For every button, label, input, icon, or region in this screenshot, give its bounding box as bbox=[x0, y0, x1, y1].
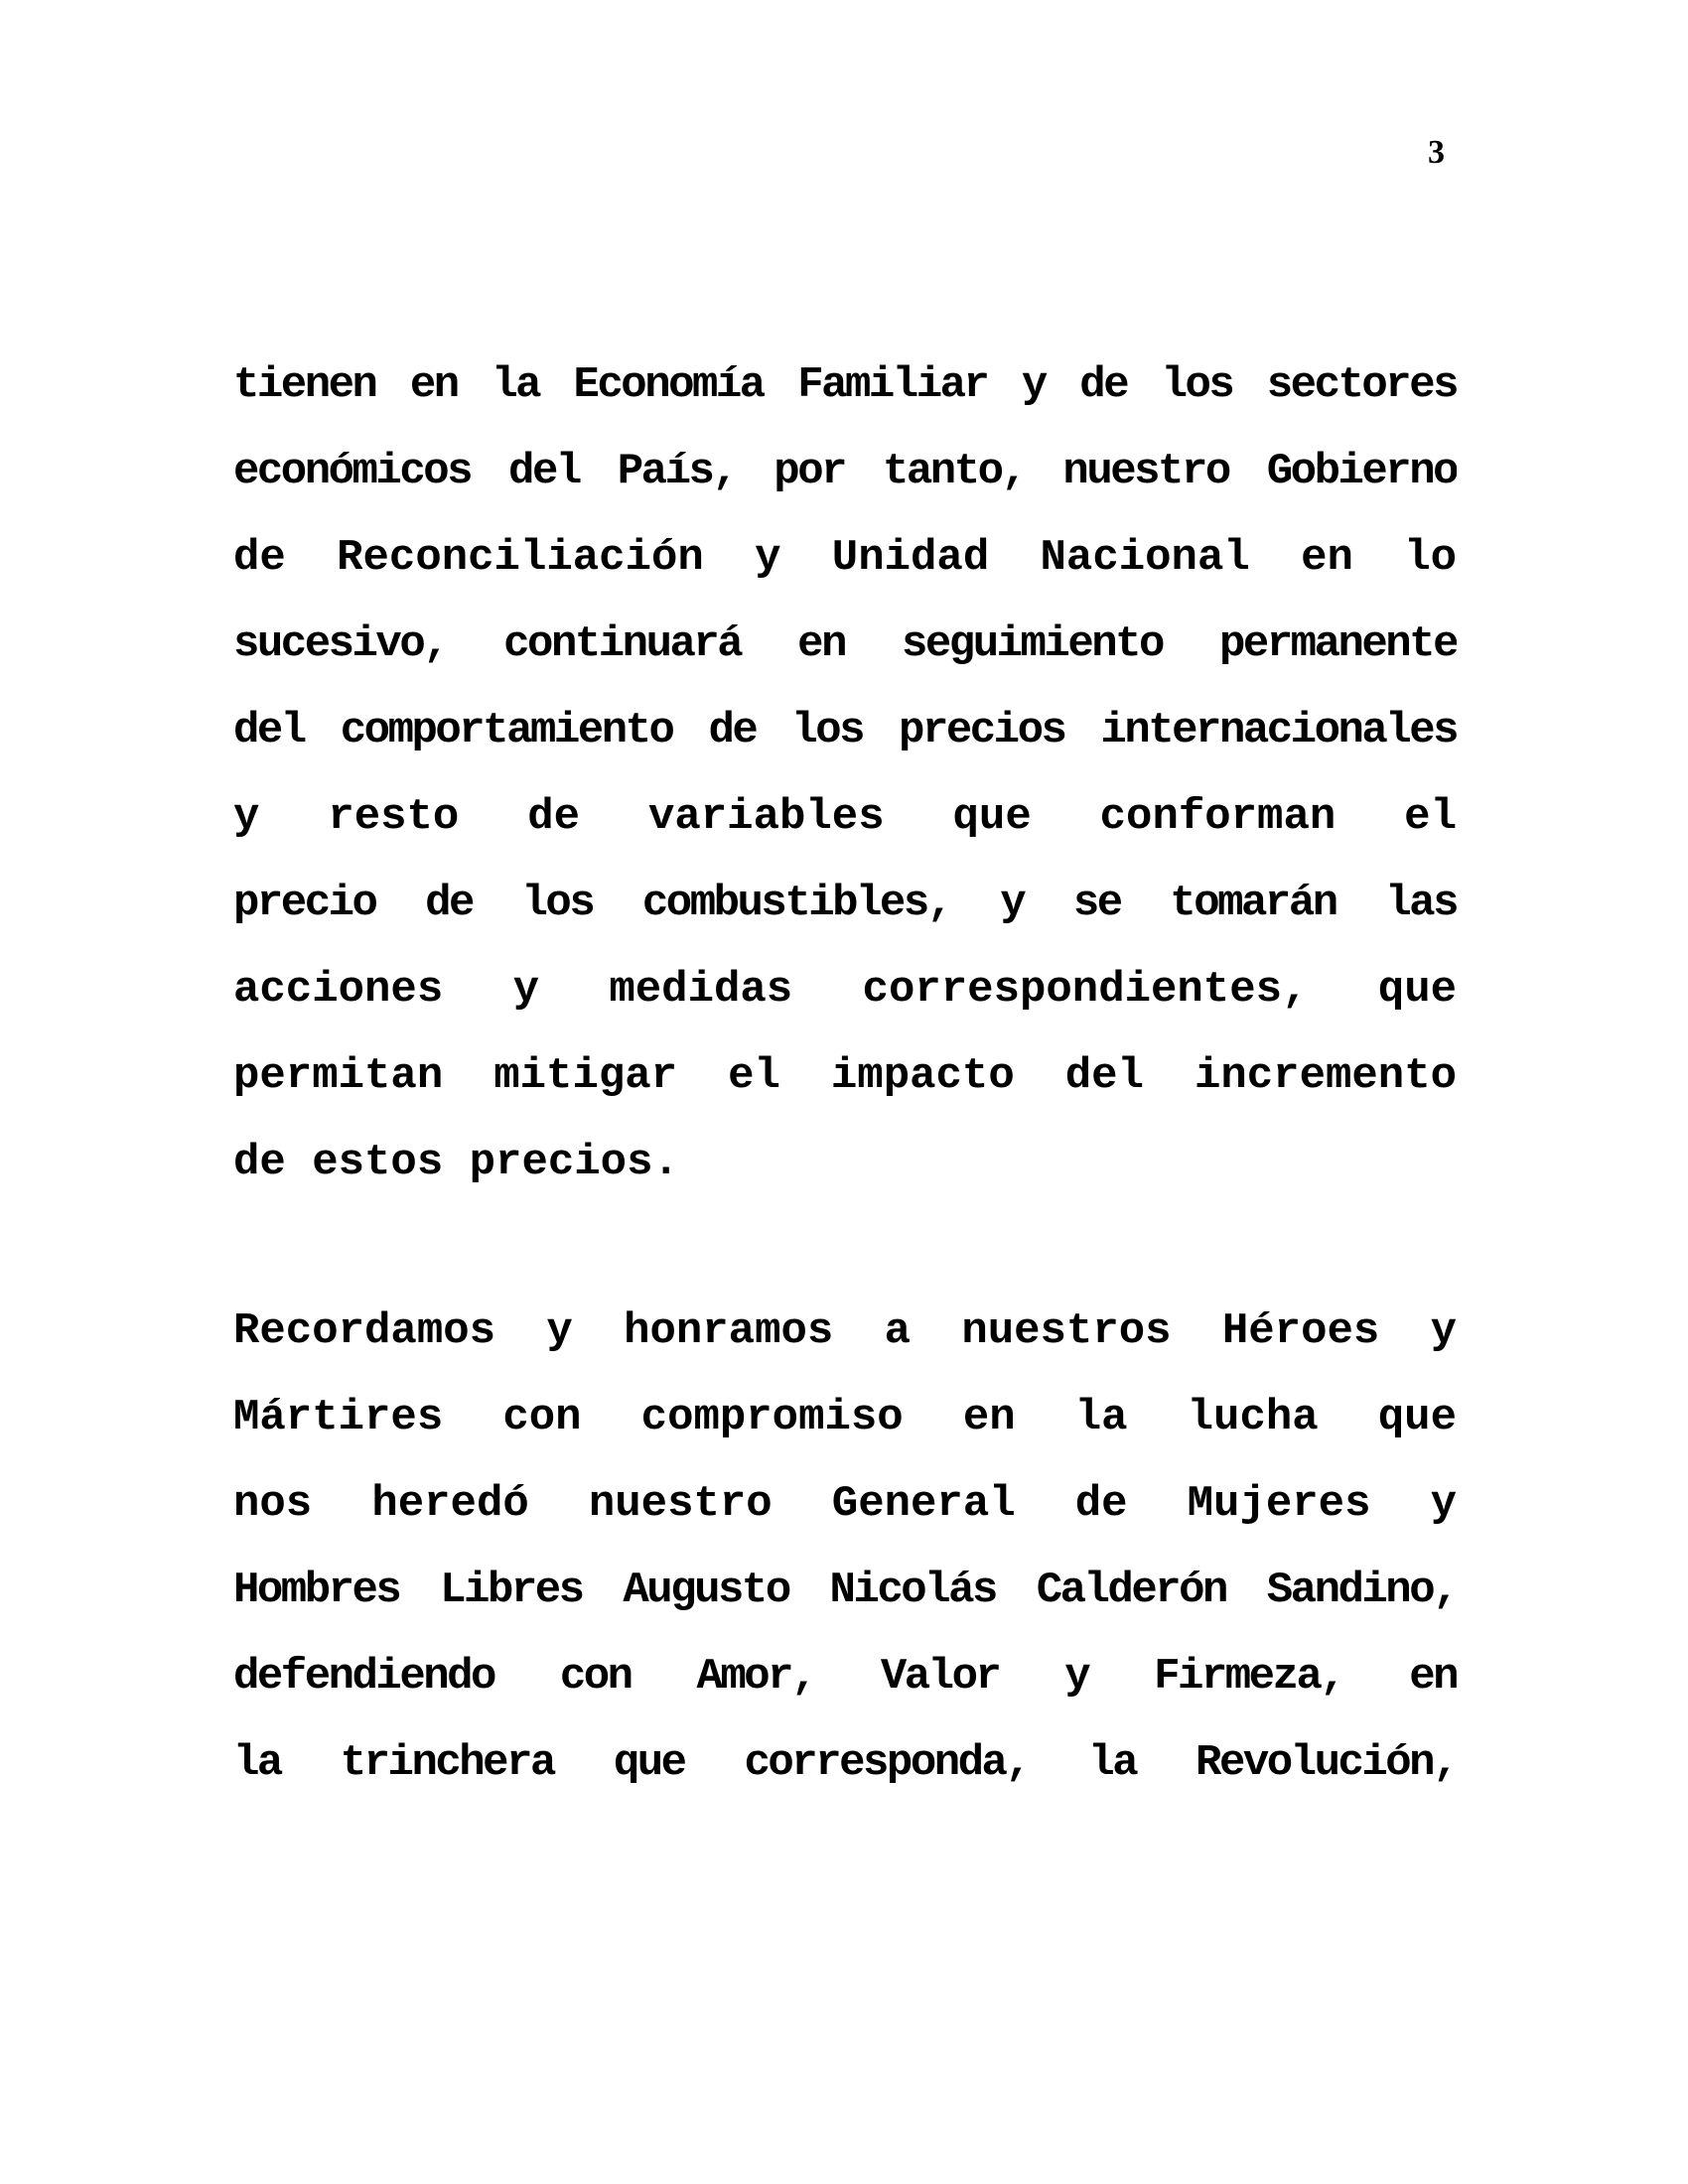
paragraph-line: Mártires con compromiso en la lucha que bbox=[233, 1393, 1457, 1442]
paragraph-line: permitan mitigar el impacto del incremento bbox=[233, 1051, 1457, 1101]
paragraph-1 bbox=[233, 342, 1457, 1206]
paragraph-line: precio de los combustibles, y se tomarán las bbox=[233, 879, 1457, 928]
paragraph-line: Recordamos y honramos a nuestros Héroes y bbox=[233, 1306, 1457, 1356]
paragraph-line: económicos del País, por tanto, nuestro Gobierno bbox=[233, 447, 1457, 496]
paragraph-line: y resto de variables que conforman el bbox=[233, 792, 1457, 842]
paragraph-line: de Reconciliación y Unidad Nacional en lo bbox=[233, 533, 1457, 583]
paragraph-line: tienen en la Economía Familiar y de los sectores bbox=[233, 360, 1457, 410]
page-number: 3 bbox=[1428, 134, 1445, 171]
paragraph-line: Hombres Libres Augusto Nicolás Calderón Sandino, bbox=[233, 1566, 1457, 1615]
paragraph-line: acciones y medidas correspondientes, que bbox=[233, 965, 1457, 1015]
paragraph-2 bbox=[233, 1289, 1457, 1807]
paragraph-line: de estos precios. bbox=[233, 1138, 679, 1187]
paragraph-line: sucesivo, continuará en seguimiento permanente bbox=[233, 619, 1457, 669]
paragraph-line: defendiendo con Amor, Valor y Firmeza, en bbox=[233, 1652, 1457, 1702]
paragraph-line: la trinchera que corresponda, la Revolución, bbox=[233, 1738, 1457, 1788]
paragraph-line: nos heredó nuestro General de Mujeres y bbox=[233, 1479, 1457, 1529]
paragraph-line: del comportamiento de los precios internacionales bbox=[233, 706, 1457, 755]
